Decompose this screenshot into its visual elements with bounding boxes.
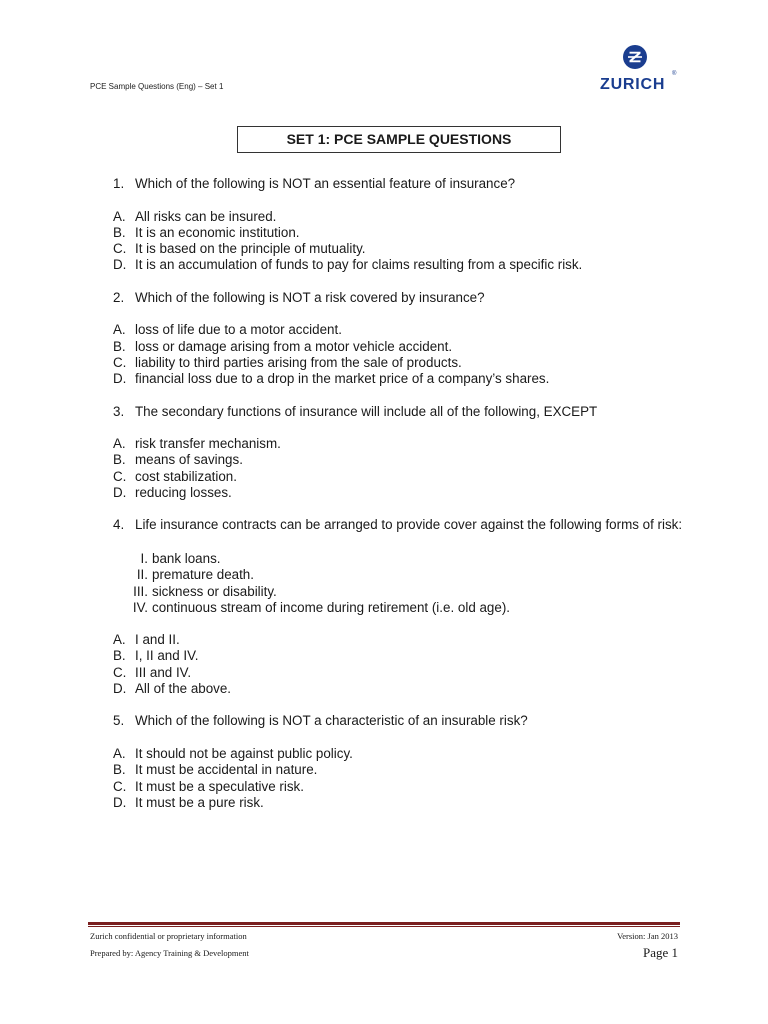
option-letter: D. [113,257,127,273]
option-d [113,681,693,697]
option-text: It is based on the principle of mutuality. [135,241,366,257]
question-stem [113,713,693,730]
roman-numeral: IV. [132,599,148,615]
document-header-label: PCE Sample Questions (Eng) – Set 1 [90,82,224,91]
page-number: Page 1 [642,945,678,960]
roman-text: premature death. [152,567,254,583]
question-number: 2. [113,289,125,305]
option-letter: D. [113,371,127,387]
roman-numeral: III. [133,583,148,599]
option-text: It should not be against public policy. [135,745,353,761]
option-text: cost stabilization. [135,468,237,484]
answer-options [113,436,693,501]
question-stem [113,404,693,421]
question-number: 5. [113,713,125,729]
roman-text: bank loans. [152,550,221,566]
question-stem [113,517,693,534]
option-text: reducing losses. [135,485,232,501]
option-d [113,485,693,501]
option-d [113,795,693,811]
roman-item-4 [113,600,693,616]
option-text: means of savings. [135,452,243,468]
option-letter: D. [113,485,127,501]
option-letter: C. [113,778,127,794]
option-a [113,209,693,225]
option-letter: A. [113,436,126,452]
question-text: Which of the following is NOT a characteristic of an insurable risk? [135,713,528,729]
option-text: All risks can be insured. [135,208,277,224]
answer-options [113,746,693,811]
roman-text: continuous stream of income during retirement (i.e. old age). [152,599,511,615]
question-number: 1. [113,176,125,191]
option-b [113,762,693,778]
option-c [113,469,693,485]
question-stem [113,290,693,307]
footer-divider [88,922,680,925]
option-b [113,452,693,468]
option-text: It must be a speculative risk. [135,778,304,794]
option-b [113,339,693,355]
roman-numeral: I. [140,550,148,566]
option-b [113,648,693,664]
option-c [113,355,693,371]
option-letter: A. [113,322,126,338]
option-text: I, II and IV. [135,648,199,664]
option-letter: C. [113,241,127,257]
answer-options [113,632,693,697]
option-letter: B. [113,648,126,664]
option-d [113,257,693,273]
option-text: liability to third parties arising from the sale of products. [135,354,462,370]
question-text: Life insurance contracts can be arranged to provide cover against the following forms of risk: [135,517,683,533]
option-text: All of the above. [135,681,232,697]
question-2 [113,290,693,388]
logo-wordmark: ZURICH [600,76,666,93]
footer-version: Version: Jan 2013 [617,931,678,941]
option-text: loss or damage arising from a motor vehicle accident. [135,338,453,354]
roman-text: sickness or disability. [152,583,277,599]
roman-item-2 [113,567,693,583]
option-text: I and II. [135,632,180,648]
registered-mark: ® [672,71,677,77]
option-text: risk transfer mechanism. [135,436,281,452]
option-letter: C. [113,354,127,370]
option-a [113,746,693,762]
option-letter: A. [113,745,126,761]
option-a [113,436,693,452]
answer-options [113,209,693,274]
question-text: Which of the following is NOT a risk covered by insurance? [135,289,485,305]
question-stem [113,176,693,193]
option-text: It must be accidental in nature. [135,762,318,778]
footer-confidential: Zurich confidential or proprietary information [90,931,247,941]
question-3 [113,404,693,502]
option-letter: B. [113,224,126,240]
option-text: It must be a pure risk. [135,794,264,810]
questions-list [113,176,693,827]
roman-list [113,551,693,616]
option-letter: A. [113,208,126,224]
roman-item-3 [113,584,693,600]
option-a [113,632,693,648]
option-letter: C. [113,468,127,484]
answer-options [113,322,693,387]
footer-prepared-by: Prepared by: Agency Training & Development [90,948,249,958]
option-a [113,322,693,338]
question-5 [113,713,693,811]
page-title: SET 1: PCE SAMPLE QUESTIONS [237,126,561,153]
question-text: Which of the following is NOT an essential feature of insurance? [135,176,516,191]
option-letter: D. [113,794,127,810]
question-number: 3. [113,403,125,419]
option-text: It is an economic institution. [135,224,300,240]
option-text: III and IV. [135,664,192,680]
option-c [113,241,693,257]
zurich-logo [598,45,678,95]
option-letter: B. [113,762,126,778]
option-text: loss of life due to a motor accident. [135,322,342,338]
footer-divider-thin [88,926,680,927]
question-text: The secondary functions of insurance will include all of the following, EXCEPT [135,403,598,419]
question-1 [113,176,693,274]
option-c [113,665,693,681]
option-letter: D. [113,681,127,697]
option-c [113,779,693,795]
option-b [113,225,693,241]
zurich-z-icon [623,45,647,69]
option-letter: C. [113,664,127,680]
option-text: It is an accumulation of funds to pay for claims resulting from a specific risk. [135,257,583,273]
option-text: financial loss due to a drop in the market price of a company’s shares. [135,371,550,387]
option-d [113,371,693,387]
option-letter: A. [113,632,126,648]
option-letter: B. [113,338,126,354]
question-4 [113,517,693,697]
roman-numeral: II. [136,567,148,583]
roman-item-1 [113,551,693,567]
question-number: 4. [113,517,125,533]
option-letter: B. [113,452,126,468]
